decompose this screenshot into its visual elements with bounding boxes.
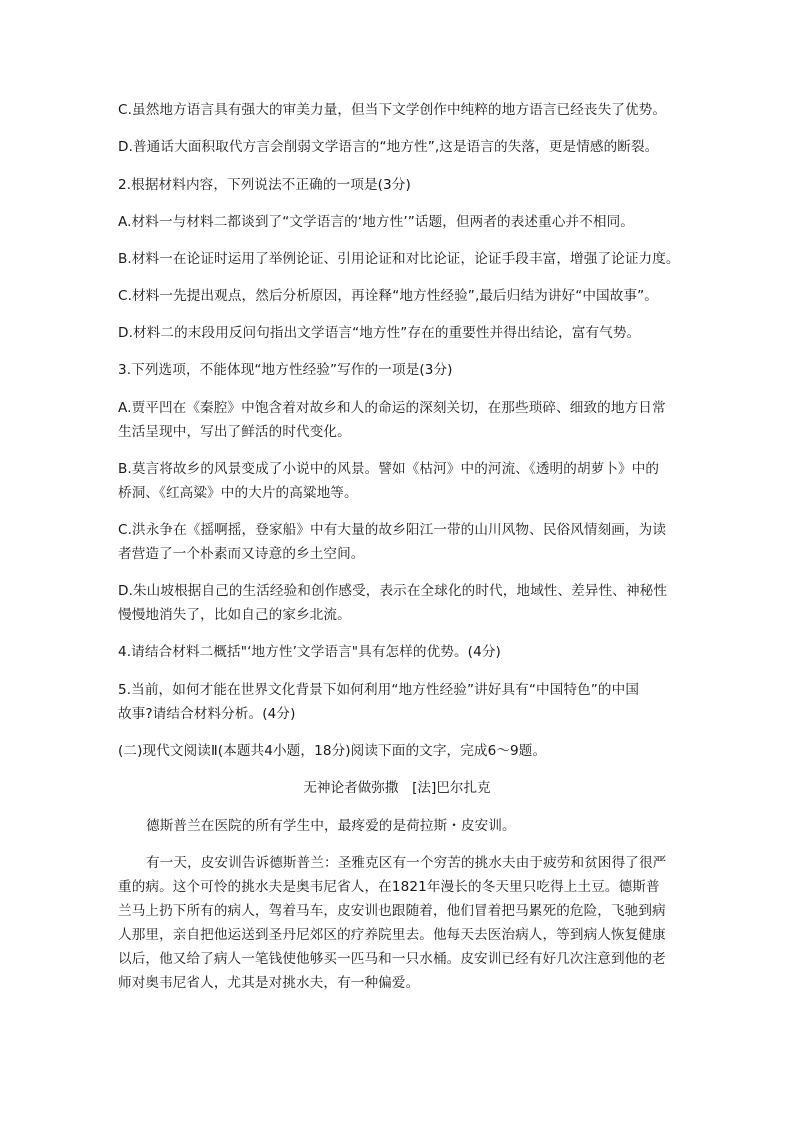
q3-option-c-line1: C.洪永争在《摇啊摇，登家船》中有大量的故乡阳江一带的山川风物、民俗风情刻画，为读 — [118, 522, 667, 538]
q2-option-a: A.材料一与材料二都谈到了“文学语言的‘地方性’”话题，但两者的表述重心并不相同。 — [118, 214, 634, 230]
q3-stem: 3.下列选项，不能体现“地方性经验”写作的一项是(3分) — [118, 362, 453, 378]
q5-stem-line1: 5.当前，如何才能在世界文化背景下如何利用“地方性经验”讲好具有“中国特色”的中国 — [118, 682, 640, 698]
passage-p2-line2: 重的病。这个可怜的挑水夫是奥韦尼省人，在1821年漫长的冬天里只吃得上土豆。德斯普 — [118, 879, 660, 895]
section2-heading: (二)现代文阅读Ⅱ(本题共4小题，18分)阅读下面的文字，完成6～9题。 — [118, 743, 547, 759]
passage-p2-line1: 有一天，皮安训告诉德斯普兰：圣雅克区有一个穷苦的挑水夫由于疲劳和贫困得了很严 — [146, 855, 667, 871]
passage-p2-line3: 兰马上扔下所有的病人，驾着马车，皮安训也跟随着，他们冒着把马累死的危险，飞驰到病 — [118, 903, 666, 919]
q3-option-a-line1: A.贾平凹在《秦腔》中饱含着对故乡和人的命运的深刻关切，在那些琐碎、细致的地方日常 — [118, 400, 666, 416]
passage-p2-line4: 人那里，亲自把他运送到圣丹尼郊区的疗养院里去。他每天去医治病人，等到病人恢复健康 — [118, 927, 666, 943]
q3-option-a-line2: 生活呈现中，写出了鲜活的时代变化。 — [118, 424, 351, 440]
q3-option-d-line2: 慢慢地消失了，比如自己的家乡北流。 — [118, 607, 351, 623]
q3-option-b-line1: B.莫言将故乡的风景变成了小说中的风景。譬如《枯河》中的河流、《透明的胡萝卜》中的 — [118, 461, 660, 477]
q2-stem: 2.根据材料内容，下列说法不正确的一项是(3分) — [118, 177, 411, 193]
passage-title: 无神论者做弥撒 [法]巴尔扎克 — [303, 780, 491, 796]
q1-option-d: D.普通话大面积取代方言会削弱文学语言的“地方性”,这是语言的失落，更是情感的断裂。 — [118, 139, 659, 155]
q3-option-c-line2: 者营造了一个朴素而又诗意的乡土空间。 — [118, 546, 365, 562]
passage-p2-line5: 以后，他又给了病人一笔钱使他够买一匹马和一只水桶。皮安训已经有好几次注意到他的老 — [118, 951, 666, 967]
q4-stem: 4.请结合材料二概括"‘地方性’文学语言"具有怎样的优势。(4分) — [118, 644, 501, 660]
passage-paragraph-1: 德斯普兰在医院的所有学生中，最疼爱的是荷拉斯・皮安训。 — [146, 818, 516, 834]
q2-option-c: C.材料一先提出观点，然后分析原因，再诠释“地方性经验”,最后归结为讲好“中国故事”。 — [118, 288, 658, 304]
passage-p2-line6: 师对奥韦尼省人，尤其是对挑水夫，有一种偏爱。 — [118, 975, 420, 991]
q5-stem-line2: 故事?请结合材料分析。(4分) — [118, 706, 296, 722]
q2-option-d: D.材料二的末段用反问句指出文学语言“地方性”存在的重要性并得出结论，富有气势。 — [118, 325, 641, 341]
q3-option-b-line2: 桥洞、《红高粱》中的大片的高粱地等。 — [118, 485, 358, 501]
q3-option-d-line1: D.朱山坡根据自己的生活经验和创作感受，表示在全球化的时代，地域性、差异性、神秘性 — [118, 583, 668, 599]
q2-option-b: B.材料一在论证时运用了举例论证、引用论证和对比论证，论证手段丰富，增强了论证力度。 — [118, 251, 680, 267]
q1-option-c: C.虽然地方语言具有强大的审美力量，但当下文学创作中纯粹的地方语言已经丧失了优势。 — [118, 102, 667, 118]
